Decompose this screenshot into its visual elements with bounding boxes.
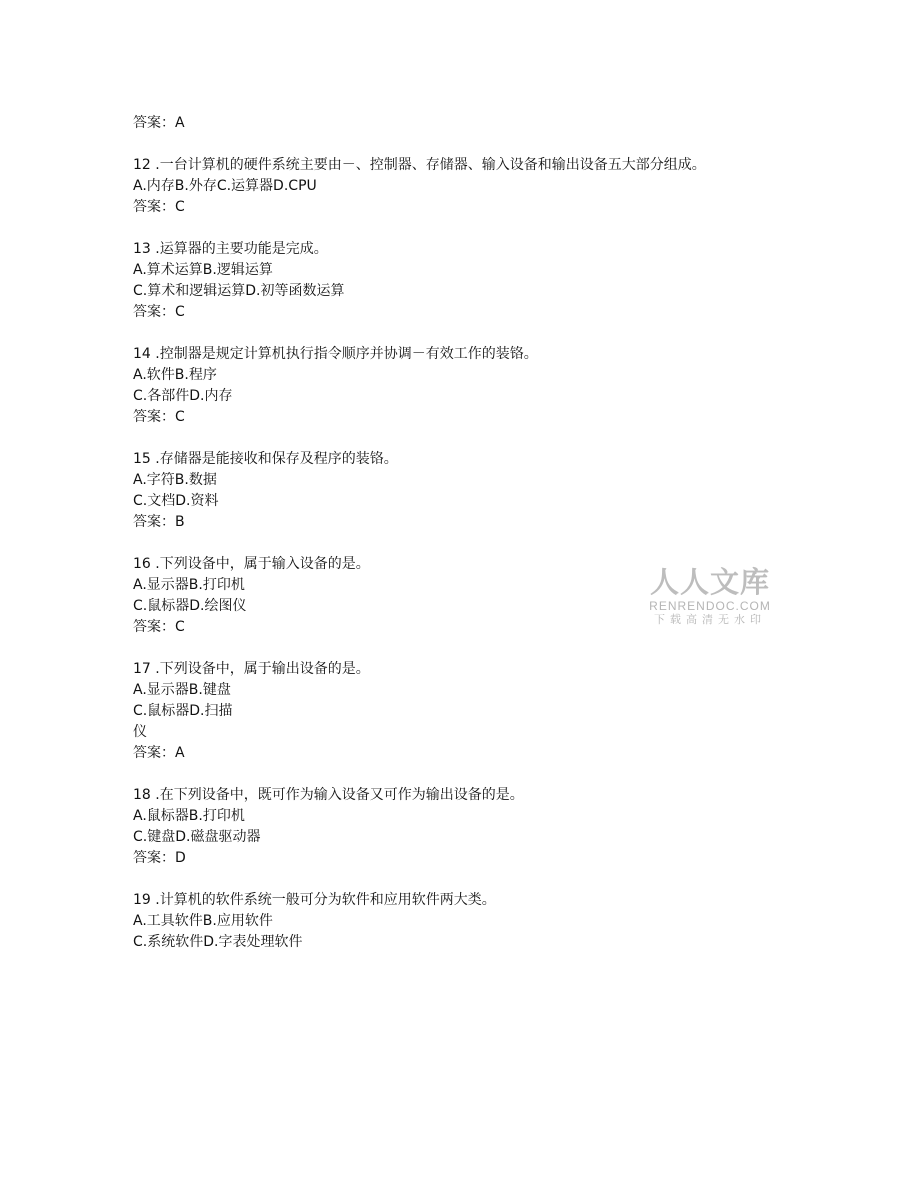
option-line: A.算术运算B.逻辑运算 <box>133 262 273 278</box>
question-block <box>133 344 773 428</box>
question-stem: 12 .一台计算机的硬件系统主要由－、控制器、存储器、输入设备和输出设备五大部分组成。 <box>133 157 706 173</box>
option-line: C.算术和逻辑运算D.初等函数运算 <box>133 283 345 299</box>
question-stem: 13 .运算器的主要功能是完成。 <box>133 241 328 257</box>
blank-line <box>133 869 773 890</box>
question-block <box>133 659 773 764</box>
questions-container <box>133 134 773 953</box>
option-line: A.工具软件B.应用软件 <box>133 913 273 929</box>
option-line: A.鼠标器B.打印机 <box>133 808 245 824</box>
question-stem: 18 .在下列设备中，既可作为输入设备又可作为输出设备的是。 <box>133 787 524 803</box>
previous-answer: 答案：A <box>133 115 185 131</box>
blank-line <box>133 323 773 344</box>
answer-line: 答案：B <box>133 514 185 530</box>
blank-line <box>133 533 773 554</box>
option-line: A.字符B.数据 <box>133 472 217 488</box>
option-line: A.显示器B.键盘 <box>133 682 231 698</box>
question-list <box>133 113 773 953</box>
option-line: C.键盘D.磁盘驱动器 <box>133 829 261 845</box>
watermark-tagline: 下载高清无水印 <box>654 613 766 626</box>
blank-line <box>133 638 773 659</box>
answer-line: 答案：C <box>133 199 185 215</box>
blank-line <box>133 134 773 155</box>
option-line: A.软件B.程序 <box>133 367 217 383</box>
answer-line: 答案：C <box>133 409 185 425</box>
blank-line <box>133 428 773 449</box>
answer-line: 答案：C <box>133 304 185 320</box>
question-stem: 15 .存储器是能接收和保存及程序的装铬。 <box>133 451 398 467</box>
option-line: C.鼠标器D.扫描 <box>133 703 233 719</box>
question-block <box>133 785 773 869</box>
blank-line <box>133 218 773 239</box>
option-line: C.各部件D.内存 <box>133 388 233 404</box>
renrendoc-watermark <box>646 565 774 627</box>
question-block <box>133 239 773 323</box>
question-stem: 16 .下列设备中，属于输入设备的是。 <box>133 556 370 572</box>
question-block <box>133 449 773 533</box>
question-stem: 14 .控制器是规定计算机执行指令顺序并协调－有效工作的装铬。 <box>133 346 538 362</box>
option-line: C.文档D.资料 <box>133 493 219 509</box>
question-stem: 19 .计算机的软件系统一般可分为软件和应用软件两大类。 <box>133 892 496 908</box>
answer-line: 答案：D <box>133 850 186 866</box>
watermark-title: 人人文库 <box>649 565 770 599</box>
option-line: A.显示器B.打印机 <box>133 577 245 593</box>
question-block <box>133 890 773 953</box>
option-line: 仪 <box>133 724 147 740</box>
answer-line: 答案：C <box>133 619 185 635</box>
watermark-domain: RENRENDOC.COM <box>649 599 771 613</box>
question-stem: 17 .下列设备中，属于输出设备的是。 <box>133 661 370 677</box>
answer-line: 答案：A <box>133 745 185 761</box>
question-block <box>133 155 773 218</box>
option-line: C.鼠标器D.绘图仪 <box>133 598 247 614</box>
option-line: A.内存B.外存C.运算器D.CPU <box>133 178 317 194</box>
option-line: C.系统软件D.字表处理软件 <box>133 934 303 950</box>
blank-line <box>133 764 773 785</box>
